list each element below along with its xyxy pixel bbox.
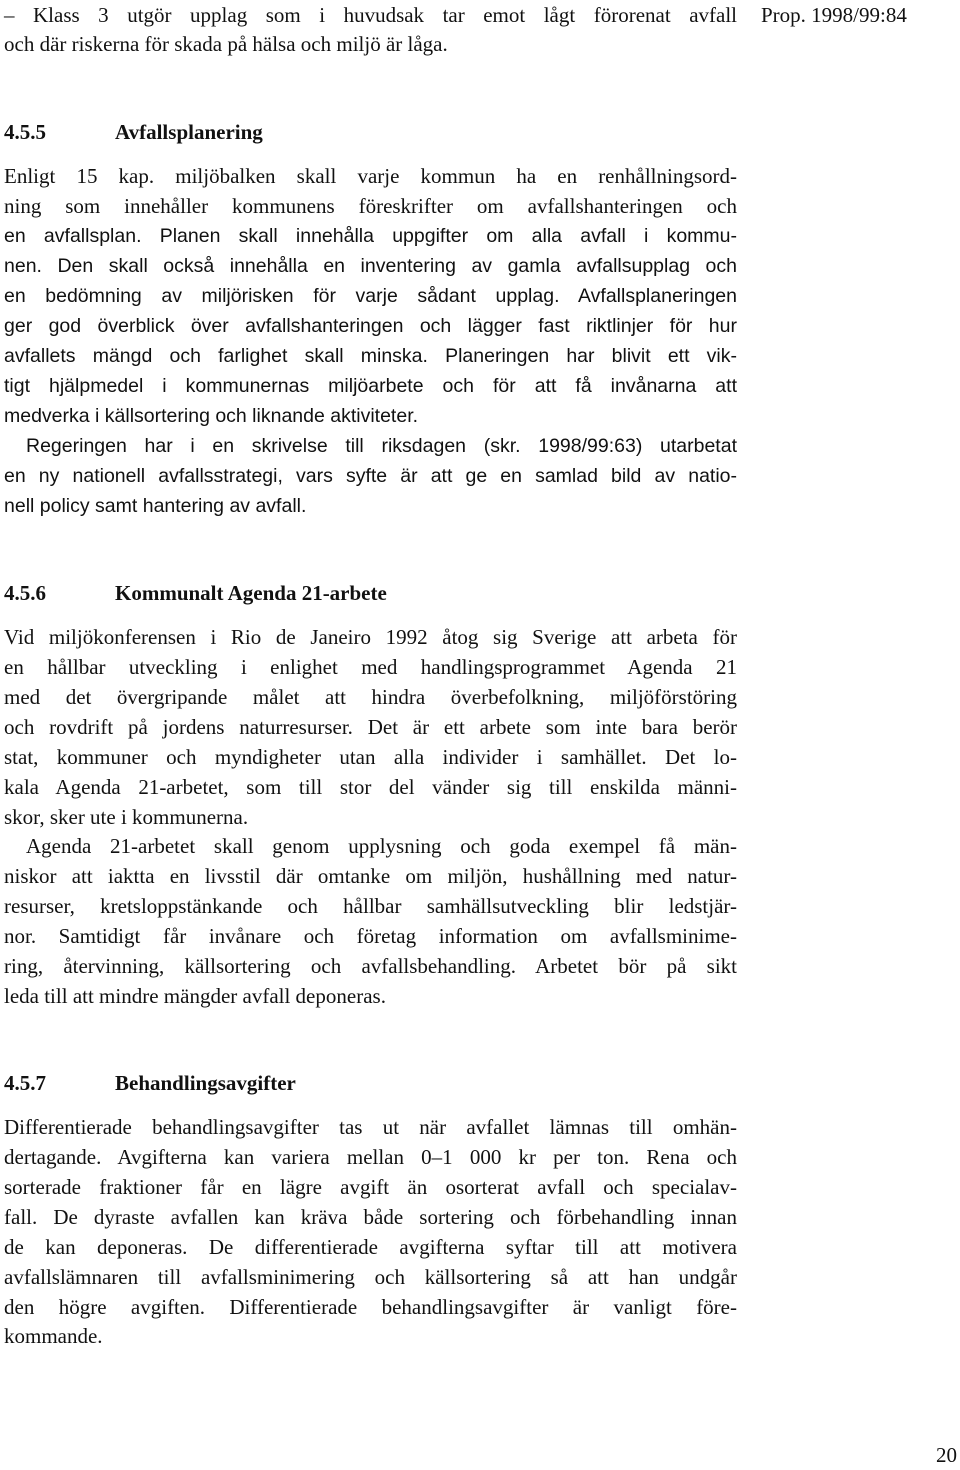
paragraph-line: kommande. — [4, 1324, 103, 1348]
paragraph-line: stat, kommuner och myndigheter utan alla individer i samhället. Det lo- — [4, 745, 737, 769]
section-heading-456 — [4, 578, 387, 608]
section-title: Kommunalt Agenda 21-arbete — [115, 581, 387, 605]
paragraph-line: den högre avgiften. Differentierade behandlingsavgifter är vanligt före- — [4, 1295, 737, 1319]
paragraph-line: Agenda 21-arbetet skall genom upplysning och goda exempel få män- — [26, 834, 737, 858]
paragraph-line: med det övergripande målet att hindra överbefolkning, miljöförstöring — [4, 685, 737, 709]
paragraph-line: niskor att iaktta en livsstil där omtanke om miljön, hushållning med natur- — [4, 864, 737, 888]
section-number: 4.5.6 — [4, 581, 46, 605]
paragraph-line: nen. Den skall också innehålla en inventering av gamla avfallsupplag och — [4, 255, 737, 277]
paragraph-line: de kan deponeras. De differentierade avgifterna syftar till att motivera — [4, 1235, 737, 1259]
paragraph-line: nor. Samtidigt får invånare och företag information om avfallsminime- — [4, 924, 737, 948]
paragraph-line: en ny nationell avfallsstrategi, vars syfte är att ge en samlad bild av natio- — [4, 465, 737, 487]
paragraph-line: en avfallsplan. Planen skall innehålla uppgifter om alla avfall i kommu- — [4, 225, 737, 247]
paragraph-line: tigt hjälpmedel i kommunernas miljöarbete och för att få invånarna att — [4, 375, 737, 397]
paragraph-line: skor, sker ute i kommunerna. — [4, 805, 249, 829]
paragraph-line: ger god överblick över avfallshanteringen och lägger fast riktlinjer för hur — [4, 315, 737, 337]
section-heading-457 — [4, 1068, 296, 1098]
section-title: Avfallsplanering — [115, 120, 263, 144]
paragraph-line: avfallets mängd och farlighet skall minska. Planeringen har blivit ett vik- — [4, 345, 737, 367]
paragraph-line: avfallslämnaren till avfallsminimering och källsortering så att han undgår — [4, 1265, 737, 1289]
paragraph-line: ning som innehåller kommunens föreskrifter om avfallshanteringen och — [4, 194, 737, 218]
paragraph-line: medverka i källsortering och liknande aktiviteter. — [4, 405, 419, 427]
page-number: 20 — [936, 1443, 957, 1467]
paragraph-line: leda till att mindre mängder avfall deponeras. — [4, 984, 386, 1008]
paragraph-line: Vid miljökonferensen i Rio de Janeiro 1992 åtog sig Sverige att arbeta för — [4, 625, 737, 649]
section-heading-455 — [4, 117, 263, 147]
paragraph-line: Differentierade behandlingsavgifter tas ut när avfallet lämnas till omhän- — [4, 1115, 737, 1139]
section-number: 4.5.5 — [4, 120, 46, 144]
document-reference: Prop. 1998/99:84 — [761, 3, 907, 27]
section-title: Behandlingsavgifter — [115, 1071, 296, 1095]
paragraph-line: resurser, kretsloppstänkande och hållbar samhällsutveckling blir ledstjär- — [4, 894, 737, 918]
paragraph-line: och rovdrift på jordens naturresurser. Det är ett arbete som inte bara berör — [4, 715, 737, 739]
paragraph-line: en bedömning av miljörisken för varje sådant upplag. Avfallsplaneringen — [4, 285, 737, 307]
paragraph-line: en hållbar utveckling i enlighet med handlingsprogrammet Agenda 21 — [4, 655, 737, 679]
paragraph-line: ring, återvinning, källsortering och avfallsbehandling. Arbetet bör på sikt — [4, 954, 737, 978]
paragraph-line: sorterade fraktioner får en lägre avgift än osorterat avfall och specialav- — [4, 1175, 737, 1199]
paragraph-line: dertagande. Avgifterna kan variera mellan 0–1 000 kr per ton. Rena och — [4, 1145, 737, 1169]
section-number: 4.5.7 — [4, 1071, 46, 1095]
paragraph-line: fall. De dyraste avfallen kan kräva både sortering och förbehandling innan — [4, 1205, 737, 1229]
paragraph-line: Enligt 15 kap. miljöbalken skall varje kommun ha en renhållningsord- — [4, 164, 737, 188]
paragraph-line: kala Agenda 21-arbetet, som till stor del vänder sig till enskilda männi- — [4, 775, 737, 799]
paragraph-line: nell policy samt hantering av avfall. — [4, 495, 307, 517]
paragraph-line: Regeringen har i en skrivelse till riksdagen (skr. 1998/99:63) utarbetat — [26, 435, 737, 457]
top-paragraph-line-1: – Klass 3 utgör upplag som i huvudsak tar emot lågt förorenat avfall — [4, 3, 737, 27]
top-paragraph-line-2: och där riskerna för skada på hälsa och miljö är låga. — [4, 32, 448, 56]
